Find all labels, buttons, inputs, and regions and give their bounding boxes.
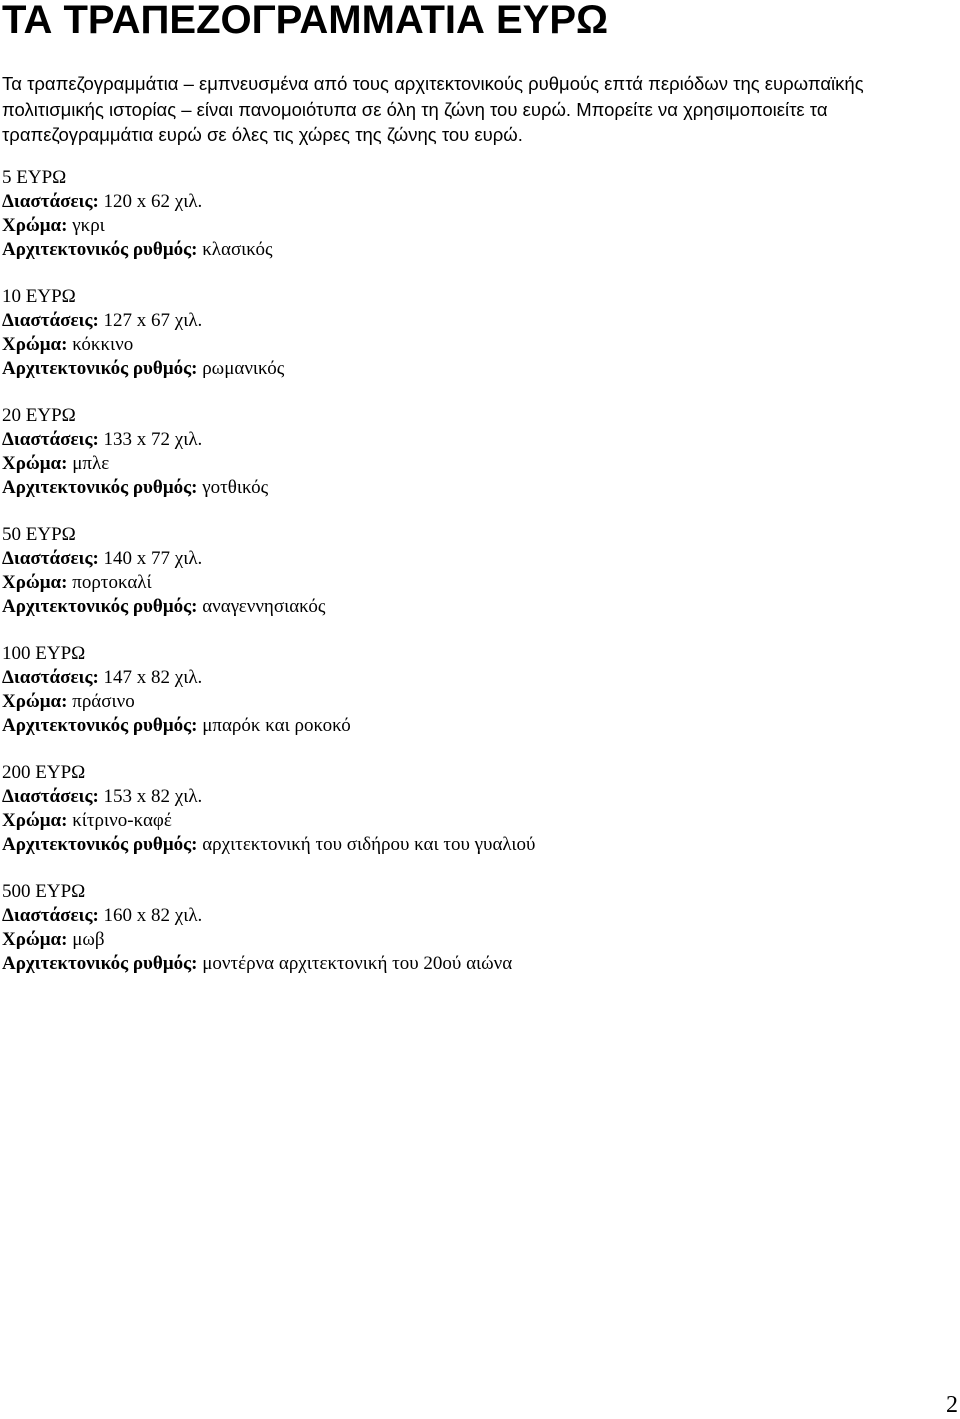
intro-paragraph: Τα τραπεζογραμμάτια – εμπνευσμένα από τους αρχιτεκτονικούς ρυθμούς επτά περιόδων της ευρωπαϊκής πολιτισμικής ιστορίας – είναι πανομοιότυπα σε όλη τη ζώνη του ευρώ. Μπορείτε να χρησιμοποιείτε τα τραπεζογραμμάτια ευρώ σε όλες τις χώρες της ζώνης του ευρώ. <box>2 73 864 145</box>
banknote-20 <box>2 404 942 500</box>
banknote-5 <box>2 166 942 262</box>
dimensions-row <box>2 309 942 333</box>
dimensions-row <box>2 785 942 809</box>
color-row <box>2 214 942 238</box>
style-value: μοντέρνα αρχιτεκτονική του 20ού αιώνα <box>202 953 513 974</box>
style-label: Αρχιτεκτονικός ρυθμός: <box>2 477 198 498</box>
color-row <box>2 928 942 952</box>
style-label: Αρχιτεκτονικός ρυθμός: <box>2 239 198 260</box>
color-row <box>2 690 942 714</box>
color-label: Χρώμα: <box>2 810 68 831</box>
dimensions-row <box>2 666 942 690</box>
style-row <box>2 952 942 976</box>
dimensions-label: Διαστάσεις: <box>2 429 99 450</box>
dimensions-row <box>2 428 942 452</box>
dimensions-label: Διαστάσεις: <box>2 548 99 569</box>
banknote-list <box>2 166 942 999</box>
dimensions-row <box>2 547 942 571</box>
denomination: 5 ΕΥΡΩ <box>2 167 67 188</box>
dimensions-value: 120 x 62 χιλ. <box>103 191 203 212</box>
color-label: Χρώμα: <box>2 334 68 355</box>
color-value: πορτοκαλί <box>72 572 152 593</box>
color-label: Χρώμα: <box>2 929 68 950</box>
banknote-500 <box>2 880 942 976</box>
denomination: 50 ΕΥΡΩ <box>2 524 76 545</box>
style-label: Αρχιτεκτονικός ρυθμός: <box>2 834 198 855</box>
style-value: ρωμανικός <box>202 358 285 379</box>
style-value: γοτθικός <box>202 477 269 498</box>
banknote-100 <box>2 642 942 738</box>
color-label: Χρώμα: <box>2 691 68 712</box>
denomination: 10 ΕΥΡΩ <box>2 286 76 307</box>
denomination: 200 ΕΥΡΩ <box>2 762 86 783</box>
dimensions-label: Διαστάσεις: <box>2 667 99 688</box>
style-label: Αρχιτεκτονικός ρυθμός: <box>2 715 198 736</box>
style-row <box>2 595 942 619</box>
page-number: 2 <box>946 1392 958 1418</box>
denomination: 20 ΕΥΡΩ <box>2 405 76 426</box>
style-value: αρχιτεκτονική του σιδήρου και του γυαλιού <box>202 834 536 855</box>
dimensions-value: 153 x 82 χιλ. <box>103 786 203 807</box>
page-title: ΤΑ ΤΡΑΠΕΖΟΓΡΑΜΜΑΤΙΑ ΕΥΡΩ <box>2 0 609 42</box>
dimensions-value: 147 x 82 χιλ. <box>103 667 203 688</box>
style-row <box>2 714 942 738</box>
style-value: κλασικός <box>202 239 273 260</box>
color-row <box>2 333 942 357</box>
style-row <box>2 238 942 262</box>
dimensions-row <box>2 190 942 214</box>
denomination: 100 ΕΥΡΩ <box>2 643 86 664</box>
banknote-50 <box>2 523 942 619</box>
style-label: Αρχιτεκτονικός ρυθμός: <box>2 596 198 617</box>
color-value: γκρι <box>72 215 105 236</box>
style-label: Αρχιτεκτονικός ρυθμός: <box>2 953 198 974</box>
style-row <box>2 833 942 857</box>
style-label: Αρχιτεκτονικός ρυθμός: <box>2 358 198 379</box>
color-value: μωβ <box>72 929 105 950</box>
dimensions-row <box>2 904 942 928</box>
style-value: μπαρόκ και ροκοκό <box>202 715 351 736</box>
dimensions-label: Διαστάσεις: <box>2 310 99 331</box>
color-value: μπλε <box>72 453 110 474</box>
color-row <box>2 571 942 595</box>
color-value: κίτρινο-καφέ <box>72 810 172 831</box>
color-value: κόκκινο <box>72 334 134 355</box>
banknote-10 <box>2 285 942 381</box>
style-row <box>2 357 942 381</box>
style-row <box>2 476 942 500</box>
color-value: πράσινο <box>72 691 135 712</box>
denomination: 500 ΕΥΡΩ <box>2 881 86 902</box>
dimensions-value: 160 x 82 χιλ. <box>103 905 203 926</box>
dimensions-value: 140 x 77 χιλ. <box>103 548 203 569</box>
color-label: Χρώμα: <box>2 572 68 593</box>
dimensions-label: Διαστάσεις: <box>2 191 99 212</box>
dimensions-value: 133 x 72 χιλ. <box>103 429 203 450</box>
dimensions-label: Διαστάσεις: <box>2 786 99 807</box>
dimensions-label: Διαστάσεις: <box>2 905 99 926</box>
color-row <box>2 452 942 476</box>
color-label: Χρώμα: <box>2 215 68 236</box>
color-label: Χρώμα: <box>2 453 68 474</box>
color-row <box>2 809 942 833</box>
dimensions-value: 127 x 67 χιλ. <box>103 310 203 331</box>
banknote-200 <box>2 761 942 857</box>
style-value: αναγεννησιακός <box>202 596 326 617</box>
